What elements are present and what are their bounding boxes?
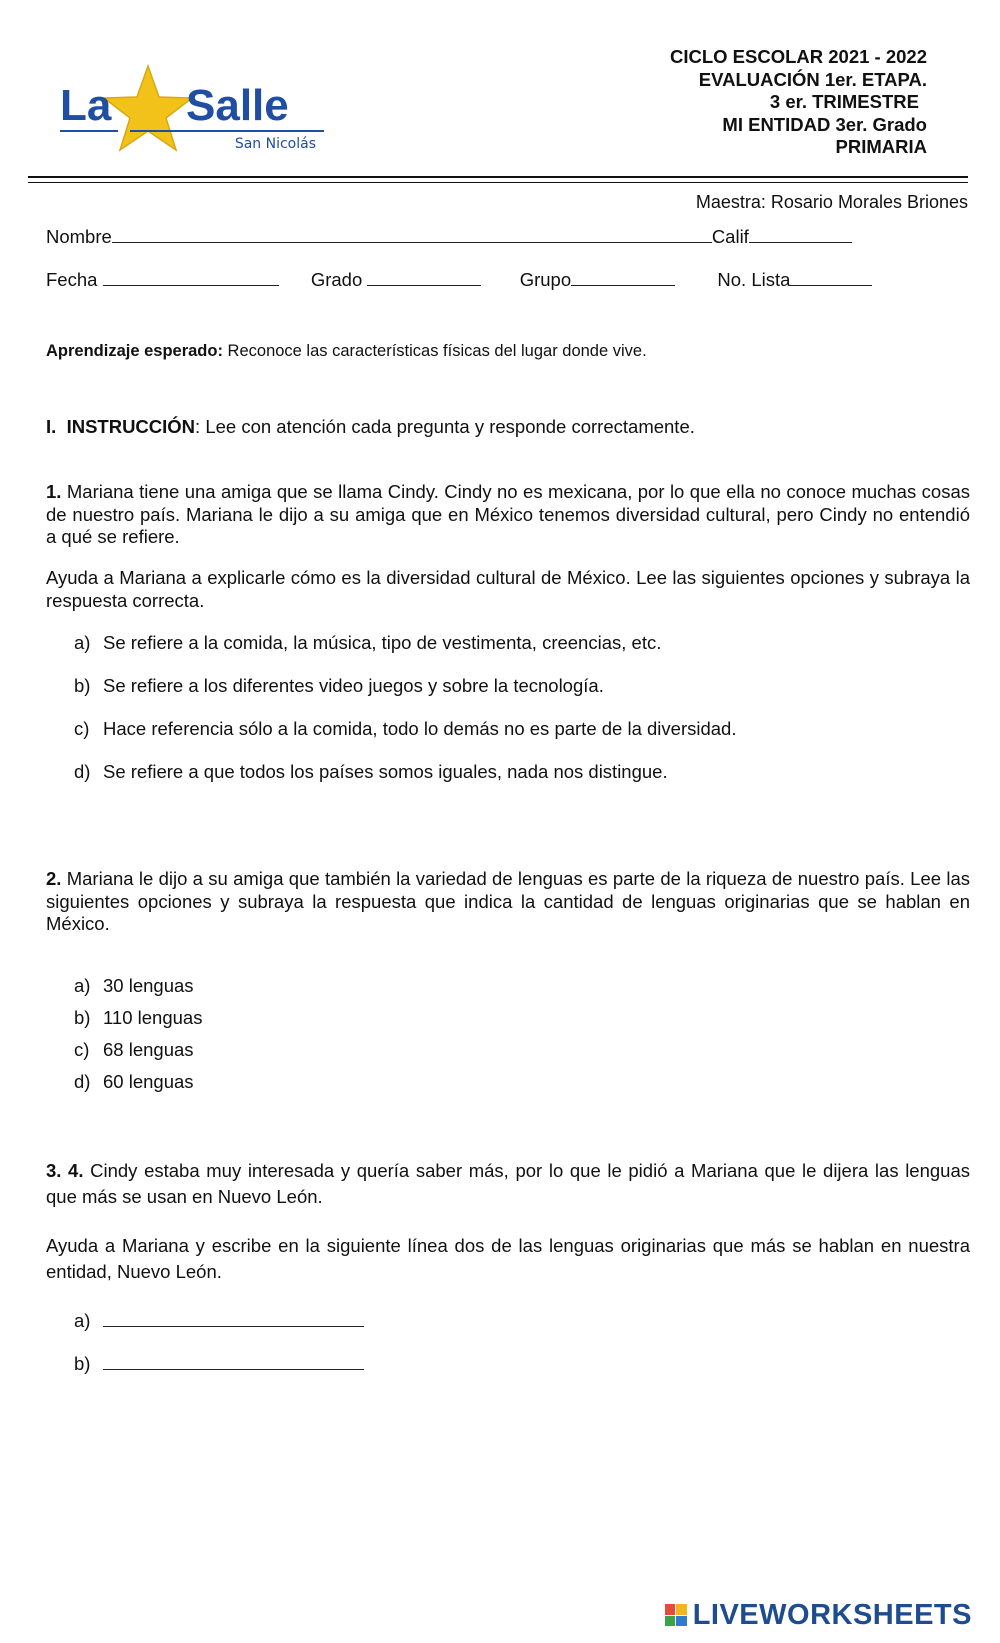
list-number-label: No. Lista xyxy=(717,269,791,290)
question-2-option-b[interactable] xyxy=(74,1007,202,1029)
question-1-option-d[interactable] xyxy=(74,761,668,783)
date-label: Fecha xyxy=(46,269,98,290)
answer-a-field[interactable] xyxy=(103,1324,364,1327)
option-letter: c) xyxy=(74,1039,90,1060)
liveworksheets-icon xyxy=(665,1604,687,1626)
calif-field[interactable] xyxy=(749,240,852,243)
question-1-option-c[interactable] xyxy=(74,718,736,740)
answer-letter: b) xyxy=(74,1353,91,1374)
question-1-option-b[interactable] xyxy=(74,675,604,697)
name-label: Nombre xyxy=(46,226,112,247)
option-letter: a) xyxy=(74,632,91,653)
option-text: 30 lenguas xyxy=(103,975,194,996)
question-2-option-a[interactable] xyxy=(74,975,194,997)
header-line-level: PRIMARIA xyxy=(835,136,927,157)
school-logo xyxy=(58,64,338,160)
logo-text-la: La xyxy=(60,81,112,130)
header-line-subject: MI ENTIDAD 3er. Grado xyxy=(722,113,927,135)
option-text: Se refiere a que todos los países somos iguales, nada nos distingue. xyxy=(103,761,668,782)
question-1-number: 1. xyxy=(46,481,62,502)
info-row xyxy=(46,269,872,291)
question-3-4-number: 3. 4. xyxy=(46,1160,84,1181)
answer-letter: a) xyxy=(74,1310,91,1331)
question-1-option-a[interactable] xyxy=(74,632,661,654)
question-2-option-c[interactable] xyxy=(74,1039,194,1061)
date-field[interactable] xyxy=(103,283,279,286)
instruction-label: INSTRUCCIÓN xyxy=(66,416,196,437)
option-text: Se refiere a la comida, la música, tipo de vestimenta, creencias, etc. xyxy=(103,632,662,653)
question-1-text: Mariana tiene una amiga que se llama Cindy. Cindy no es mexicana, por lo que ella no conoce muchas cosas de nuestro país. Mariana le dijo a su amiga que en México tenemos diversidad cultural, pero Cindy no entendió a qué se refiere. xyxy=(46,481,970,547)
exam-header xyxy=(670,46,927,159)
grade-field[interactable] xyxy=(367,283,481,286)
name-row xyxy=(46,226,852,248)
group-label: Grupo xyxy=(519,269,572,290)
calif-label: Calif xyxy=(711,226,749,247)
question-3-4-text: Cindy estaba muy interesada y quería saber más, por lo que le pidió a Mariana que le dijera las lenguas que más se usan en Nuevo León. xyxy=(46,1160,971,1207)
option-letter: d) xyxy=(74,1071,91,1092)
name-field[interactable] xyxy=(112,240,712,243)
la-salle-logo-graphic xyxy=(58,64,338,160)
option-letter: a) xyxy=(74,975,91,996)
grade-label: Grado xyxy=(310,269,363,290)
logo-subtitle: San Nicolás xyxy=(234,136,316,152)
question-1-prompt: Ayuda a Mariana a explicarle cómo es la diversidad cultural de México. Lee las siguientes opciones y subraya la respuesta correcta. xyxy=(46,567,970,611)
answer-a xyxy=(74,1310,364,1332)
question-2 xyxy=(46,868,970,936)
option-text: Se refiere a los diferentes video juegos y sobre la tecnología. xyxy=(103,675,604,696)
instruction-text: : Lee con atención cada pregunta y responde correctamente. xyxy=(195,416,695,437)
learning-objective xyxy=(46,340,970,363)
header-line-trimester: 3 er. TRIMESTRE xyxy=(769,91,919,112)
question-2-option-d[interactable] xyxy=(74,1071,194,1093)
option-text: 60 lenguas xyxy=(103,1071,194,1092)
star-icon xyxy=(104,66,192,150)
option-letter: b) xyxy=(74,675,91,696)
learning-objective-label: Aprendizaje esperado: xyxy=(46,342,223,360)
instruction-number: I. xyxy=(46,416,57,437)
question-2-text: Mariana le dijo a su amiga que también la variedad de lenguas es parte de la riqueza de nuestro país. Lee las siguientes opciones y subraya la respuesta que indica la cantidad de lenguas originarias que se hablan en México. xyxy=(46,868,970,934)
option-text: Hace referencia sólo a la comida, todo lo demás no es parte de la diversidad. xyxy=(103,718,737,739)
logo-text-salle: Salle xyxy=(186,81,289,130)
option-letter: b) xyxy=(74,1007,91,1028)
learning-objective-text: Reconoce las características físicas del lugar donde vive. xyxy=(222,342,647,360)
liveworksheets-brand: LIVEWORKSHEETS xyxy=(692,1598,972,1631)
header-divider-thin xyxy=(28,182,968,183)
answer-b xyxy=(74,1353,364,1375)
header-line-cycle: CICLO ESCOLAR 2021 - 2022 xyxy=(669,46,927,67)
list-number-field[interactable] xyxy=(790,283,872,286)
option-letter: d) xyxy=(74,761,91,782)
option-text: 110 lenguas xyxy=(103,1007,203,1028)
teacher-name: Maestra: Rosario Morales Briones xyxy=(695,192,968,212)
option-text: 68 lenguas xyxy=(103,1039,194,1060)
question-1 xyxy=(46,481,970,549)
option-letter: c) xyxy=(74,718,90,739)
instruction xyxy=(46,416,970,439)
question-3-4-prompt: Ayuda a Mariana y escribe en la siguiente línea dos de las lenguas originarias que más se hablan en nuestra entidad, Nuevo León. xyxy=(46,1235,970,1282)
answer-b-field[interactable] xyxy=(103,1367,364,1370)
liveworksheets-logo xyxy=(665,1598,972,1632)
group-field[interactable] xyxy=(571,283,675,286)
header-divider xyxy=(28,176,968,178)
question-3-4 xyxy=(46,1158,970,1210)
header-line-evaluation: EVALUACIÓN 1er. ETAPA. xyxy=(698,68,927,90)
question-2-number: 2. xyxy=(46,868,62,889)
